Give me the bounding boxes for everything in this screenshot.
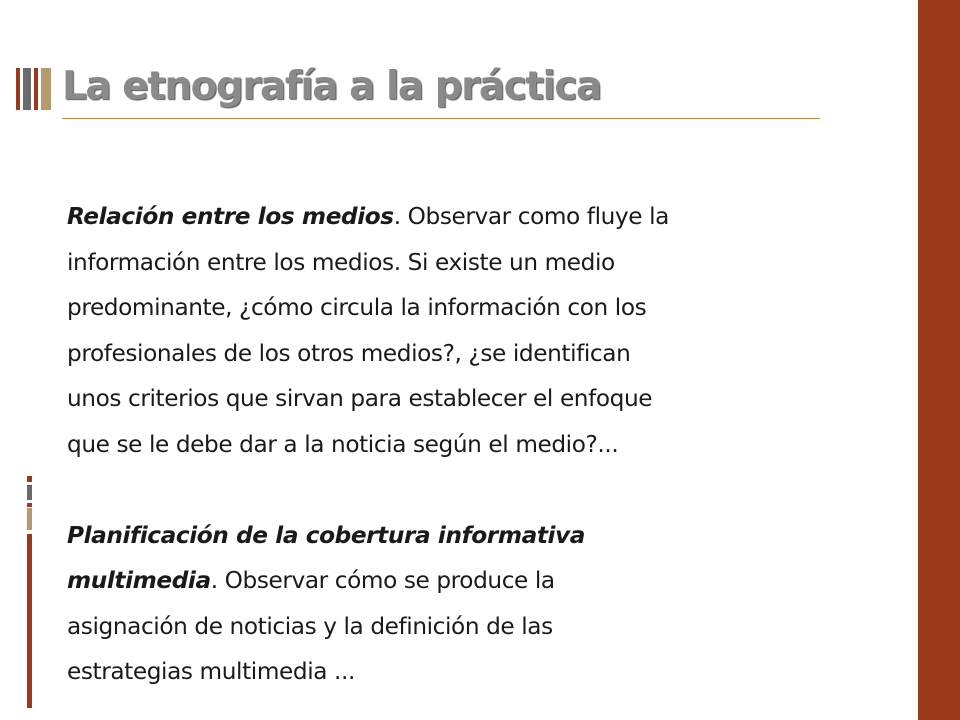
accent-band [918, 0, 960, 720]
paragraph-text: unos criterios que sirvan para establecer el enfoque [67, 385, 653, 413]
left-decoration [27, 476, 35, 708]
title-underline [62, 118, 820, 119]
paragraph-text: que se le debe dar a la noticia según el medio?... [67, 430, 619, 458]
paragraph-lead: Planificación de la cobertura informativa [67, 521, 586, 549]
paragraph-text: . Observar cómo se produce la [210, 567, 555, 595]
slide-title: La etnografía a la práctica [62, 64, 601, 109]
paragraph-lead: Relación entre los medios [67, 203, 394, 230]
paragraph-text: información entre los medios. Si existe un medio [67, 248, 615, 276]
left-mark-bar [27, 476, 32, 482]
left-mark-bar [27, 534, 32, 708]
left-mark-bar [27, 508, 32, 530]
title-mark-bar [23, 68, 31, 110]
title-mark-bar [16, 68, 20, 110]
title-mark-bar [34, 68, 38, 110]
title-decoration [16, 68, 52, 110]
paragraph-text: profesionales de los otros medios?, ¿se identifican [67, 339, 631, 367]
paragraph-text: . Observar como fluye la [393, 203, 669, 230]
paragraph-media-relations [67, 194, 867, 468]
left-mark-bar [27, 503, 32, 507]
title-mark-bar [41, 68, 51, 110]
paragraph-text: predominante, ¿cómo circula la información con los [67, 294, 647, 322]
slide-body [67, 194, 867, 695]
paragraph-coverage-planning [67, 513, 867, 695]
paragraph-text: asignación de noticias y la definición de las [67, 612, 553, 640]
paragraph-text: estrategias multimedia ... [67, 658, 355, 686]
paragraph-spacer [67, 468, 867, 513]
paragraph-lead: multimedia [67, 567, 211, 595]
left-mark-bar [27, 486, 32, 500]
